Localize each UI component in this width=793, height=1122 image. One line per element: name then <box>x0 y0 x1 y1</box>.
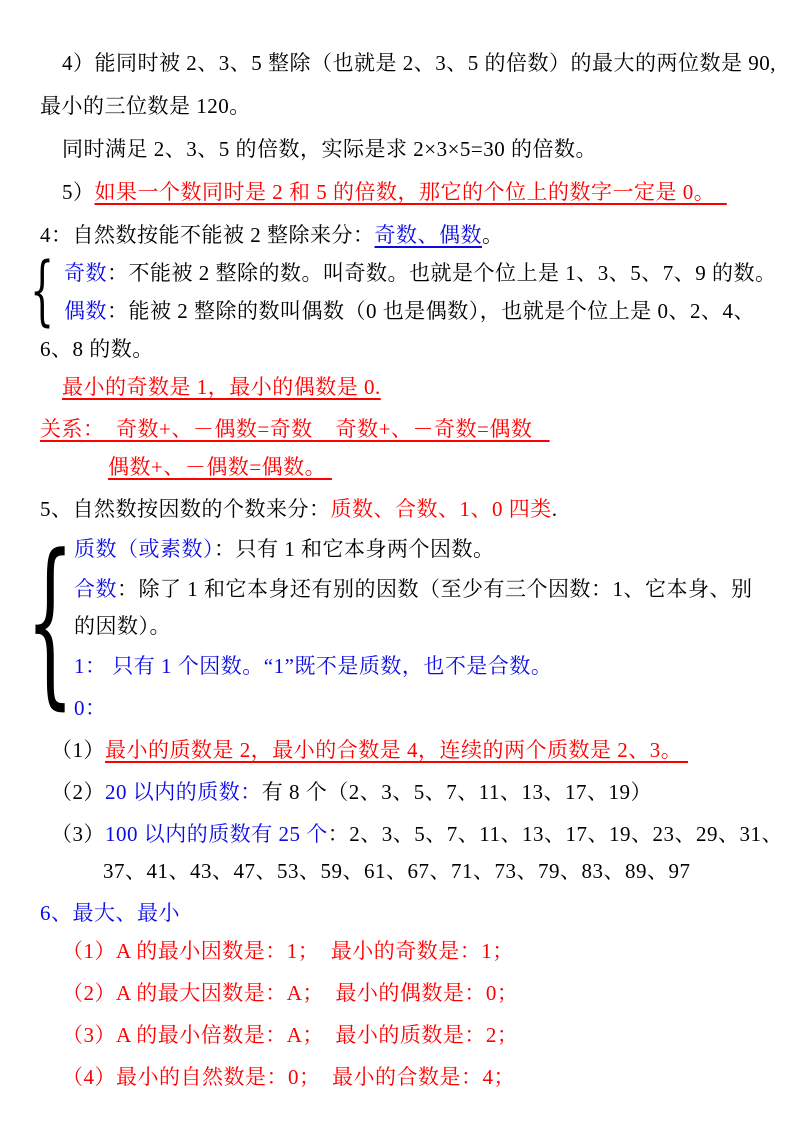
text-segment: 同时满足 2、3、5 的倍数，实际是求 2×3×5=30 的倍数。 <box>62 137 598 161</box>
text-line <box>74 651 552 681</box>
text-segment: . <box>551 497 558 521</box>
text-line <box>62 48 776 78</box>
text-segment: 关系： 奇数+、－偶数=奇数 奇数+、－奇数=偶数 <box>40 417 550 441</box>
text-segment: 4）能同时被 2、3、5 整除（也就是 2、3、5 的倍数）的最大的两位数是 90, <box>62 51 776 75</box>
text-segment: 5） <box>62 180 95 204</box>
text-segment: （1） <box>51 738 105 762</box>
text-segment: 质数（或素数） <box>74 537 214 561</box>
text-segment: 的因数）。 <box>74 614 171 638</box>
text-line <box>74 611 171 641</box>
text-segment: 5、自然数按因数的个数来分： <box>40 497 331 521</box>
text-segment: 6、8 的数。 <box>40 337 154 361</box>
text-line <box>103 856 691 886</box>
text-segment: （4）最小的自然数是：0； 最小的合数是：4； <box>62 1065 515 1089</box>
text-segment: ：不能被 2 整除的数。叫奇数。也就是个位上是 1、3、5、7、9 的数。 <box>107 261 777 285</box>
text-segment: 0： <box>74 696 107 720</box>
text-line <box>62 372 381 402</box>
text-line <box>62 978 518 1008</box>
text-segment: 奇数、偶数 <box>374 223 482 247</box>
text-segment: 如果一个数同时是 2 和 5 的倍数，那它的个位上的数字一定是 0。 <box>94 180 727 204</box>
text-segment: 最小的三位数是 120。 <box>40 94 251 118</box>
text-line <box>62 1062 515 1092</box>
curly-brace-icon-odd-even: { <box>30 245 55 334</box>
text-line <box>40 334 154 364</box>
text-segment: （3） <box>51 822 105 846</box>
text-line <box>74 574 753 604</box>
text-segment: 。 <box>482 223 504 247</box>
text-line <box>62 936 514 966</box>
text-segment: ：2、3、5、7、11、13、17、19、23、29、31、 <box>327 822 783 846</box>
text-line <box>64 296 755 326</box>
text-segment: 有 8 个（2、3、5、7、11、13、17、19） <box>261 780 652 804</box>
text-line <box>64 258 777 288</box>
text-segment: 最小的质数是 2，最小的合数是 4，连续的两个质数是 2、3。 <box>105 738 688 762</box>
text-segment: ：只有 1 和它本身两个因数。 <box>214 537 495 561</box>
text-line <box>62 1020 518 1050</box>
text-line <box>62 134 597 164</box>
text-segment: 奇数 <box>64 261 107 285</box>
text-line <box>40 414 550 444</box>
text-segment: 20 以内的质数： <box>105 780 262 804</box>
text-line <box>51 819 783 849</box>
text-segment: ：除了 1 和它本身还有别的因数（至少有三个因数：1、它本身、别 <box>117 577 753 601</box>
text-segment: 质数、合数、1、0 四类 <box>330 497 552 521</box>
text-line <box>74 534 495 564</box>
text-line <box>40 220 504 250</box>
curly-brace-icon-prime-composite: { <box>26 517 75 726</box>
text-line <box>74 693 107 723</box>
text-segment: 合数 <box>74 577 117 601</box>
text-segment: 6、最大、最小 <box>40 901 180 925</box>
text-line <box>40 494 558 524</box>
text-segment: 100 以内的质数有 25 个 <box>105 822 328 846</box>
text-segment: 4：自然数按能不能被 2 整除来分： <box>40 223 375 247</box>
text-line <box>40 91 251 121</box>
text-line <box>51 735 688 765</box>
text-segment: （1）A 的最小因数是：1； 最小的奇数是：1； <box>62 939 514 963</box>
text-segment: 偶数+、－偶数=偶数。 <box>108 455 332 479</box>
text-line <box>51 777 652 807</box>
text-segment: 1： 只有 1 个因数。“1”既不是质数，也不是合数。 <box>74 654 553 678</box>
text-segment: 37、41、43、47、53、59、61、67、71、73、79、83、89、97 <box>103 859 691 883</box>
text-segment: 偶数 <box>64 299 107 323</box>
text-segment: （3）A 的最小倍数是：A； 最小的质数是：2； <box>62 1023 519 1047</box>
text-line <box>62 177 727 207</box>
text-line <box>108 452 332 482</box>
text-segment: ：能被 2 整除的数叫偶数（0 也是偶数），也就是个位上是 0、2、4、 <box>107 299 755 323</box>
text-line <box>40 898 180 928</box>
text-segment: 最小的奇数是 1，最小的偶数是 0. <box>62 375 381 399</box>
text-segment: （2） <box>51 780 105 804</box>
text-segment: （2）A 的最大因数是：A； 最小的偶数是：0； <box>62 981 519 1005</box>
